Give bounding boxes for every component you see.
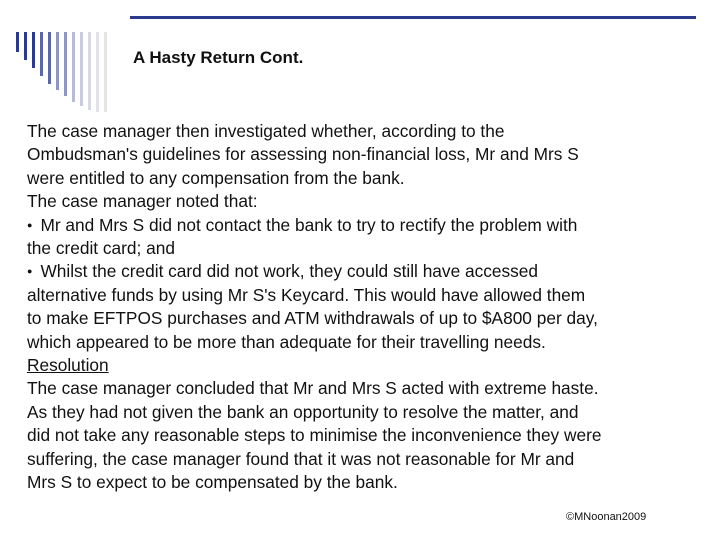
body-line: The case manager then investigated whether, according to the	[27, 121, 505, 141]
bar	[24, 32, 27, 60]
body-line: to make EFTPOS purchases and ATM withdrawals of up to $A800 per day,	[27, 308, 598, 329]
bar	[80, 32, 83, 106]
body-line: suffering, the case manager found that it was not reasonable for Mr and	[27, 448, 575, 469]
bar	[40, 32, 43, 76]
bullet-icon: ●	[27, 266, 33, 277]
bar	[72, 32, 75, 102]
title-rule	[130, 16, 696, 19]
bar	[64, 32, 67, 96]
decorative-bars	[16, 32, 126, 112]
bar	[56, 32, 59, 90]
body-line: The case manager concluded that Mr and Mrs S acted with extreme haste.	[27, 378, 599, 399]
slide-title: A Hasty Return Cont.	[133, 48, 304, 67]
bullet-line	[27, 214, 697, 237]
copyright-notice: ©MNoonan2009	[566, 511, 647, 523]
body-line: did not take any reasonable steps to minimise the inconvenience they were	[27, 425, 602, 446]
bullet-line	[27, 260, 697, 283]
resolution-heading: Resolution	[27, 355, 109, 376]
bar	[48, 32, 51, 84]
bar	[96, 32, 99, 112]
bullet-text: Mr and Mrs S did not contact the bank to try to rectify the problem with	[40, 214, 578, 235]
body-line: The case manager noted that:	[27, 191, 258, 212]
bar	[32, 32, 35, 68]
body-line: Ombudsman's guidelines for assessing non-financial loss, Mr and Mrs S	[27, 144, 579, 165]
bar	[16, 32, 19, 52]
bar	[88, 32, 91, 110]
bar	[104, 32, 107, 112]
body-line: which appeared to be more than adequate for their travelling needs.	[27, 331, 546, 352]
bullet-text: Whilst the credit card did not work, they could still have accessed	[40, 261, 538, 282]
body-line: the credit card; and	[27, 238, 175, 259]
body-line: Mrs S to expect to be compensated by the bank.	[27, 472, 398, 493]
bullet-icon: ●	[27, 219, 33, 230]
slide-body	[27, 120, 697, 495]
body-line: were entitled to any compensation from the bank.	[27, 167, 405, 188]
body-line: alternative funds by using Mr S's Keycard. This would have allowed them	[27, 284, 586, 305]
body-line: As they had not given the bank an opportunity to resolve the matter, and	[27, 401, 579, 422]
